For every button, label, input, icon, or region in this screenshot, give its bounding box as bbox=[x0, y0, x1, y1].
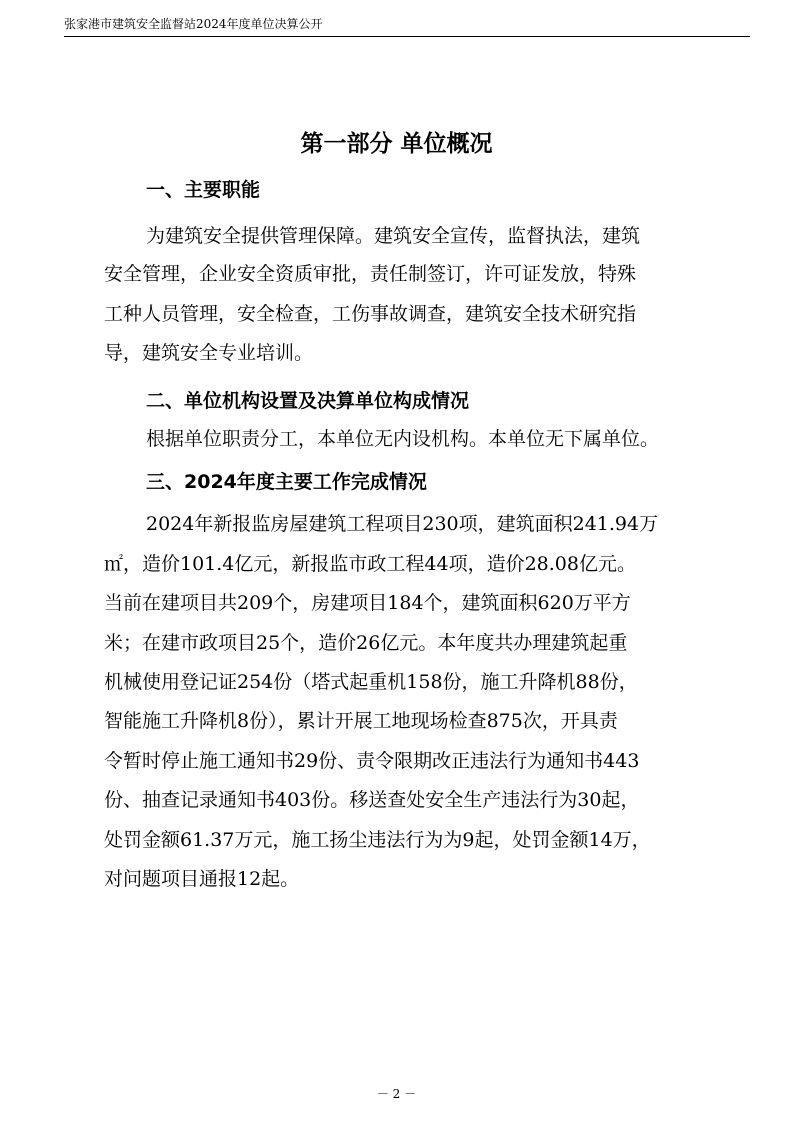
part-title: 第一部分 单位概况 bbox=[300, 131, 493, 157]
paragraph-line: 工种人员管理，安全检查，工伤事故调查，建筑安全技术研究指 bbox=[104, 303, 637, 325]
paragraph-line: ㎡，造价101.4亿元，新报监市政工程44项，造价28.08亿元。 bbox=[104, 553, 636, 575]
paragraph-line: 份、抽查记录通知书403份。移送查处安全生产违法行为30起， bbox=[104, 789, 640, 811]
paragraph-line: 安全管理，企业安全资质审批，责任制签订，许可证发放，特殊 bbox=[104, 263, 637, 285]
running-header-title: 张家港市建筑安全监督站2024年度单位决算公开 bbox=[64, 17, 323, 31]
paragraph-line: 米；在建市政项目25个，造价26亿元。本年度共办理建筑起重 bbox=[104, 632, 628, 654]
section-heading-work-completion: 三、2024年度主要工作完成情况 bbox=[146, 471, 427, 493]
running-header bbox=[64, 14, 750, 37]
paragraph-line: 为建筑安全提供管理保障。建筑安全宣传，监督执法，建筑 bbox=[146, 225, 641, 247]
paragraph-line: 2024年新报监房屋建筑工程项目230项，建筑面积241.94万 bbox=[146, 513, 659, 535]
paragraph-line: 智能施工升降机8份），累计开展工地现场检查875次，开具责 bbox=[104, 710, 618, 732]
page-number: － 2 － bbox=[376, 1087, 417, 1101]
section-heading-organization: 二、单位机构设置及决算单位构成情况 bbox=[146, 390, 470, 412]
paragraph-line: 根据单位职责分工，本单位无内设机构。本单位无下属单位。 bbox=[146, 428, 660, 450]
paragraph-line: 导，建筑安全专业培训。 bbox=[104, 342, 314, 364]
paragraph-line: 机械使用登记证254份（塔式起重机158份，施工升降机88份， bbox=[104, 671, 638, 693]
paragraph-line: 当前在建项目共209个，房建项目184个，建筑面积620万平方 bbox=[104, 592, 631, 614]
paragraph-line: 处罚金额61.37万元，施工扬尘违法行为为9起，处罚金额14万， bbox=[104, 829, 651, 851]
paragraph-line: 令暂时停止施工通知书29份、责令限期改正违法行为通知书443 bbox=[104, 750, 640, 772]
paragraph-line: 对问题项目通报12起。 bbox=[104, 868, 300, 890]
section-heading-main-functions: 一、主要职能 bbox=[146, 179, 261, 201]
